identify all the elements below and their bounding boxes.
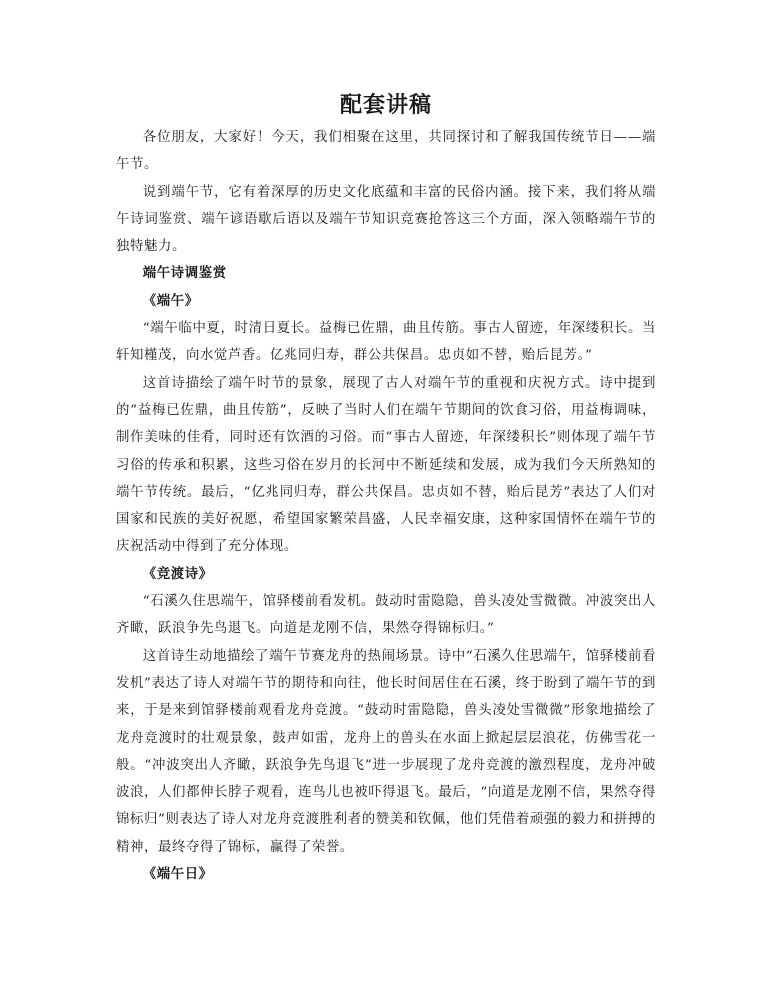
section-heading: 《竞渡诗》	[142, 565, 213, 582]
body-paragraph: 这首诗生动地描绘了端午节赛龙舟的热闹场景。诗中“石溪久住思端午，馆驿楼前看发机”表达了诗人对端午节的期待和向往，他长时间居住在石溪，终于盼到了端午节的到来，于是来到馆驿楼前观看龙舟竞渡。“鼓动时雷隐隐，兽头凌处雪微微”形象地描绘了龙舟竞渡时的壮观景象，鼓声如雷，龙舟上的兽头在水面上掀起层层浪花，仿佛雪花一般。“冲波突出人齐瞰，跃浪争先鸟退飞”进一步展现了龙舟竞渡的激烈程度，龙舟冲破波浪，人们都伸长脖子观看，连鸟儿也被吓得退飞。最后，“向道是龙刚不信，果然夺得锦标归”则表达了诗人对龙舟竞渡胜利者的赞美和钦佩，他们凭借着顽强的毅力和拼搏的精神，最终夺得了锦标，赢得了荣誉。	[116, 648, 656, 855]
body-paragraph: 各位朋友，大家好！今天，我们相聚在这里，共同探讨和了解我国传统节日——端午节。	[116, 130, 656, 173]
document-page	[116, 0, 656, 1000]
section-heading: 《端午》	[142, 292, 199, 309]
body-paragraph: “石溪久住思端午，馆驿楼前看发机。鼓动时雷隐隐，兽头凌处雪微微。冲波突出人齐瞰，跃浪争先鸟退飞。向道是龙刚不信，果然夺得锦标归。”	[116, 594, 656, 637]
section-heading: 《端午日》	[142, 866, 213, 883]
body-paragraph: 这首诗描绘了端午时节的景象，展现了古人对端午节的重视和庆祝方式。诗中提到的“益梅已佐鼎，曲且传筋”，反映了当时人们在端午节期间的饮食习俗，用益梅调味，制作美味的佳肴，同时还有饮酒的习俗。而“事古人留迹，年深缕积长”则体现了端午节习俗的传承和积累，这些习俗在岁月的长河中不断延续和发展，成为我们今天所熟知的端午节传统。最后，“亿兆同归寿，群公共保昌。忠贞如不替，贻后昆芳”表达了人们对国家和民族的美好祝愿，希望国家繁荣昌盛，人民幸福安康，这种家国情怀在端午节的庆祝活动中得到了充分体现。	[116, 375, 656, 555]
body-paragraph: “端午临中夏，时清日夏长。益梅已佐鼎，曲且传筋。事古人留迹，年深缕积长。当轩知槿茂，向水觉芦香。亿兆同归寿，群公共保昌。忠贞如不替，贻后昆芳。”	[116, 321, 656, 364]
document-title: 配套讲稿	[339, 92, 432, 118]
document-body	[116, 124, 656, 888]
body-paragraph: 说到端午节，它有着深厚的历史文化底蕴和丰富的民俗内涵。接下来，我们将从端午诗词鉴赏、端午谚语歇后语以及端午节知识竞赛抢答这三个方面，深入领略端午节的独特魅力。	[116, 184, 656, 255]
section-heading: 端午诗调鉴赏	[142, 265, 227, 282]
